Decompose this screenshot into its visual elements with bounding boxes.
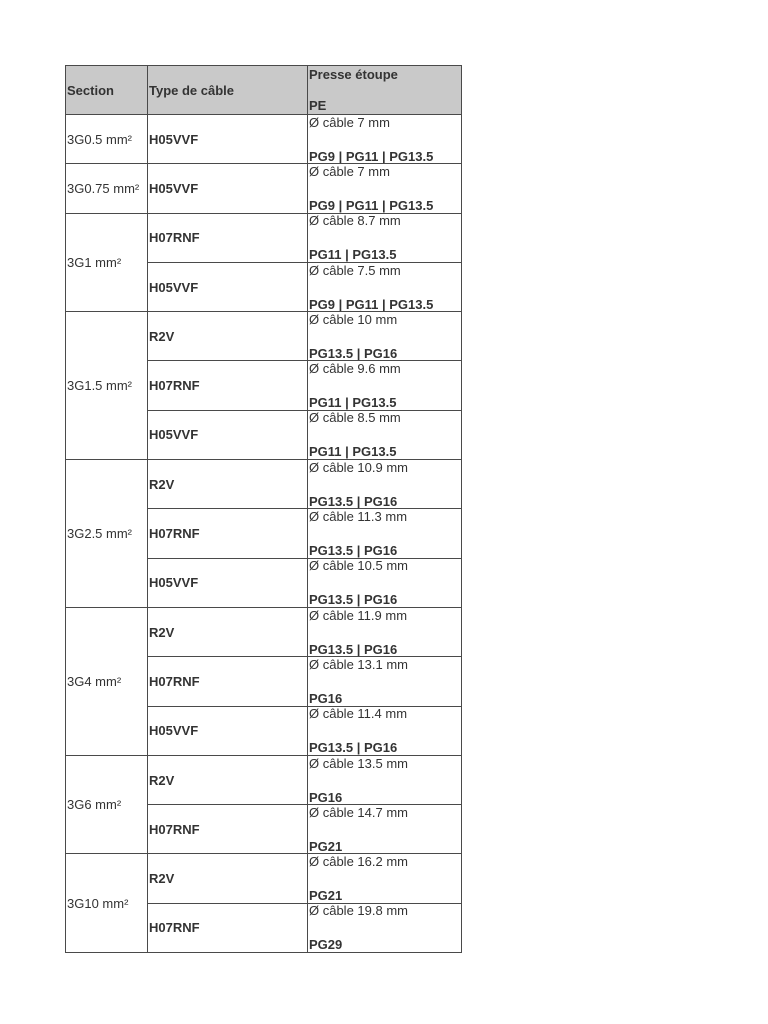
section-cell: 3G0.5 mm² [66,115,148,164]
table-row [66,854,462,903]
cable-type-cell: H07RNF [148,657,308,706]
gland-sizes: PG13.5 | PG16 [309,641,398,657]
cable-type-cell: R2V [148,854,308,903]
cable-type-cell: R2V [148,755,308,804]
cable-diameter: Ø câble 13.5 mm [309,755,408,771]
section-cell: 3G6 mm² [66,755,148,854]
cable-diameter: Ø câble 16.2 mm [309,854,408,870]
cable-type-cell: R2V [148,312,308,361]
cable-diameter: Ø câble 11.3 mm [309,509,408,525]
cable-type-cell: H07RNF [148,361,308,410]
gland-cell [308,213,462,262]
cable-diameter: Ø câble 8.7 mm [309,213,401,229]
cable-diameter: Ø câble 11.4 mm [309,706,408,722]
cable-type-cell: H05VVF [148,164,308,213]
cable-diameter: Ø câble 14.7 mm [309,804,408,820]
gland-sizes: PG29 [309,937,343,953]
cable-diameter: Ø câble 10.9 mm [309,459,408,475]
header-cable-type: Type de câble [148,66,308,115]
table-row [66,755,462,804]
table-body [66,115,462,953]
section-cell: 3G1 mm² [66,213,148,312]
gland-cell [308,657,462,706]
cable-type-cell: H07RNF [148,805,308,854]
gland-cell [308,164,462,213]
gland-cell [308,755,462,804]
cable-diameter: Ø câble 11.9 mm [309,607,408,623]
gland-cell [308,312,462,361]
gland-cell [308,115,462,164]
cable-type-cell: R2V [148,460,308,509]
section-cell: 3G4 mm² [66,607,148,755]
table-row [66,213,462,262]
cable-diameter: Ø câble 7 mm [309,114,390,130]
gland-sizes: PG9 | PG11 | PG13.5 [309,148,434,164]
cable-diameter: Ø câble 19.8 mm [309,903,408,919]
cable-diameter: Ø câble 13.1 mm [309,656,408,672]
cable-type-cell: R2V [148,607,308,656]
gland-cell [308,262,462,311]
gland-cell [308,509,462,558]
section-cell: 3G1.5 mm² [66,312,148,460]
section-cell: 3G0.75 mm² [66,164,148,213]
section-cell: 3G10 mm² [66,854,148,953]
gland-sizes: PG9 | PG11 | PG13.5 [309,197,434,213]
cable-diameter: Ø câble 10 mm [309,311,398,327]
gland-sizes: PG13.5 | PG16 [309,345,398,361]
gland-cell [308,460,462,509]
gland-sizes: PG16 [309,789,343,805]
header-section: Section [66,66,148,115]
gland-sizes: PG11 | PG13.5 [309,395,397,411]
cable-type-cell: H07RNF [148,903,308,952]
cable-diameter: Ø câble 10.5 mm [309,558,408,574]
cable-diameter: Ø câble 7 mm [309,163,390,179]
header-row [66,66,462,115]
gland-sizes: PG13.5 | PG16 [309,592,398,608]
cable-diameter: Ø câble 7.5 mm [309,262,401,278]
gland-sizes: PG21 [309,838,343,854]
section-cell: 3G2.5 mm² [66,460,148,608]
cable-type-cell: H05VVF [148,706,308,755]
gland-sizes: PG21 [309,888,343,904]
gland-sizes: PG13.5 | PG16 [309,543,398,559]
cable-gland-table [65,65,462,953]
gland-sizes: PG13.5 | PG16 [309,740,398,756]
cable-type-cell: H05VVF [148,115,308,164]
cable-diameter: Ø câble 9.6 mm [309,361,401,377]
gland-sizes: PG16 [309,690,343,706]
gland-cell [308,854,462,903]
cable-type-cell: H05VVF [148,410,308,459]
table-row [66,115,462,164]
cable-type-cell: H05VVF [148,558,308,607]
cable-type-cell: H07RNF [148,509,308,558]
gland-cell [308,903,462,952]
table-row [66,164,462,213]
gland-cell [308,558,462,607]
gland-sizes: PG11 | PG13.5 [309,444,397,460]
gland-sizes: PG9 | PG11 | PG13.5 [309,296,434,312]
gland-sizes: PG13.5 | PG16 [309,493,398,509]
cable-type-cell: H07RNF [148,213,308,262]
table-row [66,312,462,361]
table-row [66,607,462,656]
gland-cell [308,805,462,854]
gland-cell [308,706,462,755]
gland-sizes: PG11 | PG13.5 [309,247,397,263]
header-gland-line1: Presse étoupe [309,66,398,82]
gland-cell [308,361,462,410]
header-gland [308,66,462,115]
header-gland-line2: PE [309,97,327,113]
cable-diameter: Ø câble 8.5 mm [309,410,401,426]
gland-cell [308,410,462,459]
table-row [66,460,462,509]
cable-type-cell: H05VVF [148,262,308,311]
gland-cell [308,607,462,656]
